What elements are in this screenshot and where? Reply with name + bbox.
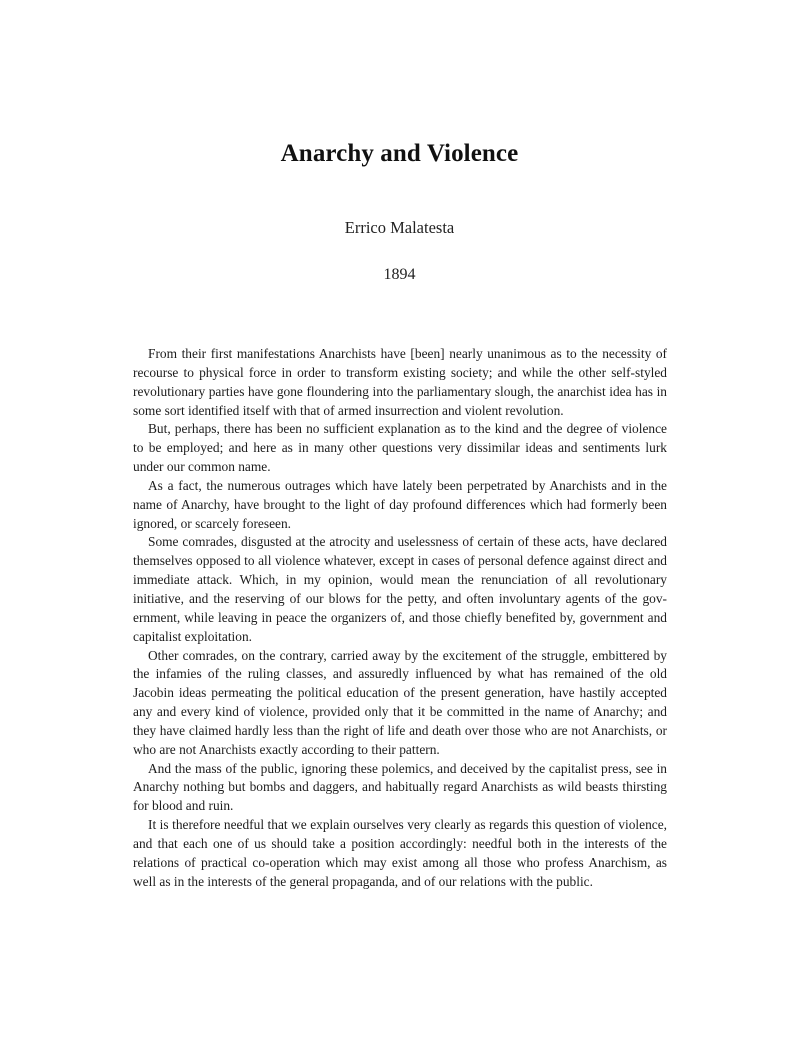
paragraph: From their first manifestations Anarchists have [been] nearly unanimous as to the necessity of recourse to physical force in order to transform existing society; and while the other self-styled revolutionary parties have gone floundering into the parliamentary slough, the anarchist idea has in some sort identified itself with that of armed insurrection and violent revolution. [133, 346, 667, 418]
paragraph: It is therefore needful that we explain ourselves very clearly as regards this question of violence, and that each one of us should take a position accordingly: needful both in the interests of the relations of practical co-operation which may exist among all those who profess Anarchism, as well as in the interests of the general propaganda, and of our relations with the public. [133, 817, 667, 889]
paragraph: Other comrades, on the contrary, carried away by the excitement of the struggle, embittered by the infamies of the ruling classes, and assuredly influenced by what has remained of the old Jacobin ideas permeating the political education of the present generation, have hastily accepted any and every kind of violence, provided only that it be committed in the name of Anarchy; and they have claimed hardly less than the right of life and death over those who are not Anarchists, or who are not Anarchists exactly according to their pattern. [133, 647, 667, 757]
document-body [133, 345, 667, 891]
paragraph: As a fact, the numerous outrages which have lately been perpetrated by Anarchists and in the name of Anarchy, have brought to the light of day profound differences which had formerly been ignored, or scarcely foreseen. [133, 477, 667, 531]
document-year: 1894 [383, 266, 416, 283]
paragraph: But, perhaps, there has been no sufficient explanation as to the kind and the degree of violence to be employed; and here as in many other questions very dissimilar ideas and sentiments lurk under our common name. [133, 421, 667, 475]
paragraph: Some comrades, disgusted at the atrocity and uselessness of certain of these acts, have declared themselves opposed to all violence whatever, except in cases of personal defence against direct and immediate attack. Which, in my opinion, would mean the renunciation of all revolutionary initiative, and the reserving of our blows for the petty, and often involuntary agents of the government, while leaving in peace the organizers of, and those chiefly benefited by, government and capitalist exploitation. [133, 534, 667, 644]
document-author: Errico Malatesta [344, 218, 455, 237]
document-title: Anarchy and Violence [280, 140, 519, 167]
paragraph: And the mass of the public, ignoring these polemics, and deceived by the capitalist press, see in Anarchy nothing but bombs and daggers, and habitually regard Anarchists as wild beasts thirsting for blood and ruin. [133, 760, 667, 814]
